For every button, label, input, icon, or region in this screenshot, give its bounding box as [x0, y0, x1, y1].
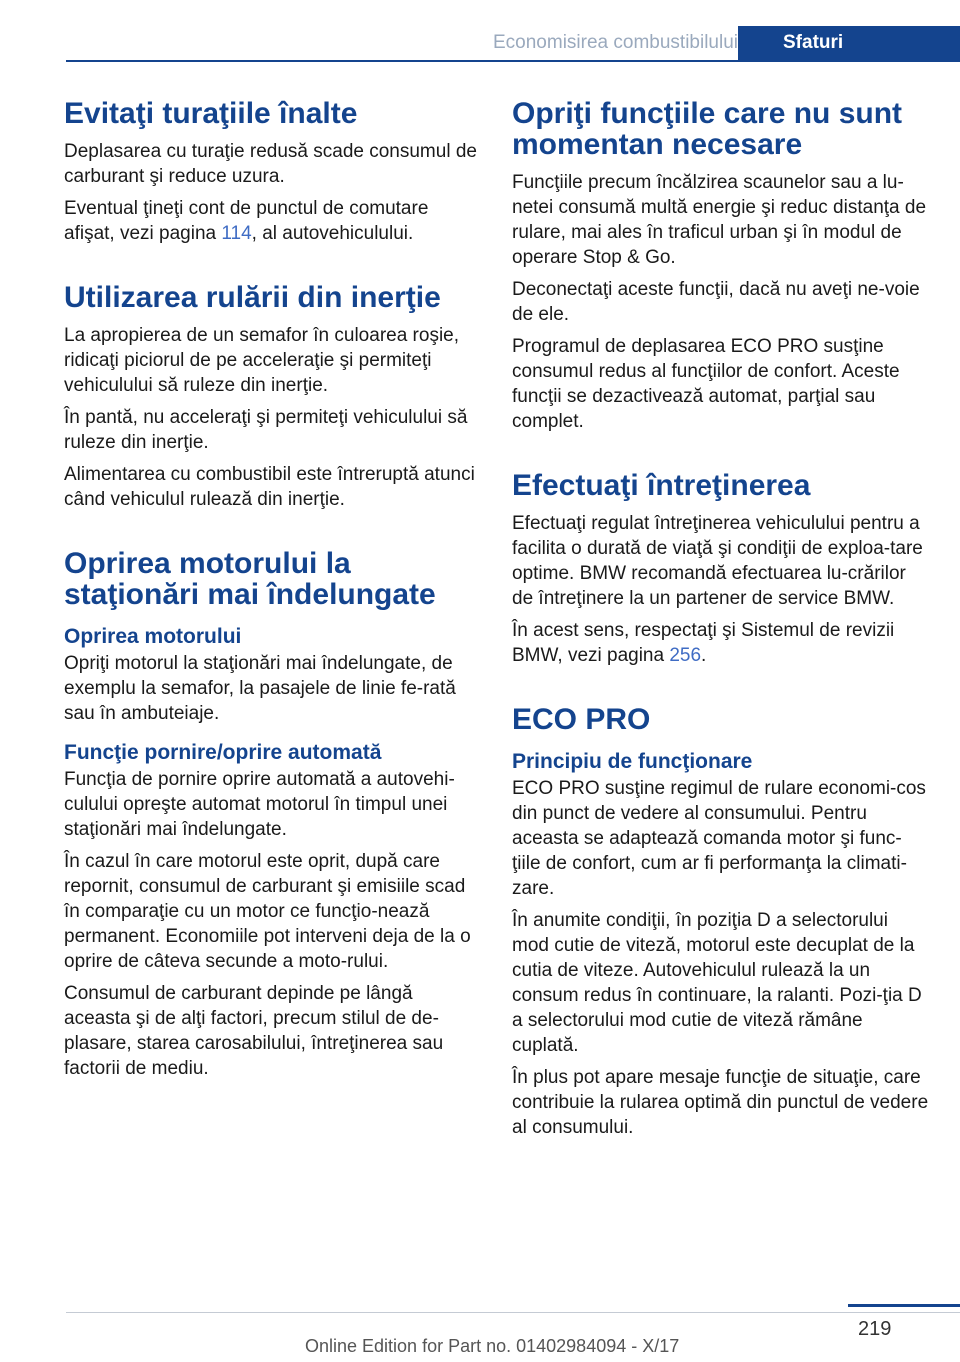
text-run: , al autovehiculului.	[251, 223, 414, 244]
paragraph: În plus pot apare mesaje funcţie de situaţie, care contribuie la rularea optimă din punctul de vedere al consumului.	[512, 1067, 929, 1138]
paragraph	[512, 618, 930, 668]
footer-edition-text: Online Edition for Part no. 01402984094 - X/17	[305, 1336, 680, 1356]
page-link-256[interactable]: 256	[669, 645, 702, 666]
paragraph: În cazul în care motorul este oprit, după care repornit, consumul de carburant şi emisiile scad în comparaţie cu un motor ce funcţio-nează permanent. Economiile pot interveni deja de la o oprire de câteva secunde a moto-rului.	[64, 851, 471, 972]
paragraph: Opriţi motorul la staţionări mai îndelungate, de exemplu la semafor, la pasajele de linie fe-rată sau în ambuteiaje.	[64, 653, 456, 724]
section-title-high-revs: Evitaţi turaţiile înalte	[64, 97, 358, 130]
section-title-unneeded-functions: Opriţi funcţiile care nu sunt momentan necesare	[512, 97, 903, 161]
paragraph: Consumul de carburant depinde pe lângă aceasta şi de alţi factori, precum stilul de de-plasare, starea carosabilului, întreţinerea sau factorii de mediu.	[64, 983, 444, 1079]
section-title-eco-pro: ECO PRO	[512, 703, 651, 736]
paragraph: În anumite condiţii, în poziţia D a selectorului mod cutie de viteză, motorul este decuplat de la cutia de viteze. Autovehiculul rulează la un consum redus în continuare, la ralanti. Pozi-ţia D a selectorului mod cutie de viteză rămâne cuplată.	[512, 910, 922, 1056]
paragraph	[64, 196, 482, 246]
paragraph: Efectuaţi regulat întreţinerea vehiculului pentru a facilita o durată de viaţă şi condiţii de exploa-tare optime. BMW recomandă efectuarea lu-crărilor de întreţinere la un partener de service BMW.	[512, 513, 923, 609]
text-run: .	[701, 645, 707, 666]
text-run: Eventual ţineţi cont de punctul de comutare afişat, vezi pagina	[64, 198, 429, 244]
paragraph: În pantă, nu acceleraţi şi permiteţi vehiculului să ruleze din inerţie.	[64, 407, 468, 453]
page-link-114[interactable]: 114	[221, 223, 252, 244]
header-tab: Sfaturi	[738, 26, 960, 62]
paragraph: La apropierea de un semafor în culoarea roşie, ridicaţi piciorul de pe acceleraţie şi permiteţi vehiculului să ruleze din inerţie.	[64, 325, 460, 396]
paragraph: ECO PRO susţine regimul de rulare economi-cos din punct de vedere al consumului. Pentru aceasta se adaptează comanda motor şi func-ţiile de confort, cum ar fi performanţa la climati-zare.	[512, 778, 926, 899]
subsection-title-principle: Principiu de funcţionare	[512, 750, 753, 773]
subsection-title-engine-stop: Oprirea motorului	[64, 625, 242, 648]
left-column	[64, 98, 482, 1088]
paragraph: Funcţia de pornire oprire automată a autovehi-culului opreşte automat motorul în timpul unei staţionări mai îndelungate.	[64, 769, 455, 840]
subsection-title-auto-start-stop: Funcţie pornire/oprire automată	[64, 741, 382, 764]
paragraph: Programul de deplasarea ECO PRO susţine consumul redus al funcţiilor de confort. Aceste funcţii se dezactivează automat, parţial sau complet.	[512, 336, 900, 432]
footer-rule	[66, 1312, 960, 1313]
paragraph: Deconectaţi aceste funcţii, dacă nu aveţi ne-voie de ele.	[512, 279, 920, 325]
header-section-title: Economisirea combustibilului	[493, 32, 738, 53]
paragraph: Deplasarea cu turaţie redusă scade consumul de carburant şi reduce uzura.	[64, 141, 477, 187]
paragraph: Funcţiile precum încălzirea scaunelor sau a lu-netei consumă multă energie şi reduc distanţa de rulare, mai ales în traficul urban şi în modul de operare Stop & Go.	[512, 172, 927, 268]
text-run: În acest sens, respectaţi şi Sistemul de revizii BMW, vezi pagina	[512, 620, 895, 666]
section-title-coasting: Utilizarea rulării din inerţie	[64, 281, 441, 314]
page-number: 219	[858, 1318, 892, 1340]
page-header	[66, 26, 960, 62]
footer-accent-bar	[848, 1304, 960, 1307]
paragraph: Alimentarea cu combustibil este întreruptă atunci când vehiculul rulează din inerţie.	[64, 464, 475, 510]
header-rule	[66, 60, 738, 62]
right-column	[512, 98, 930, 1147]
section-title-maintenance: Efectuaţi întreţinerea	[512, 469, 811, 502]
section-title-engine-stop: Oprirea motorului la staţionări mai îndelungate	[64, 547, 436, 611]
